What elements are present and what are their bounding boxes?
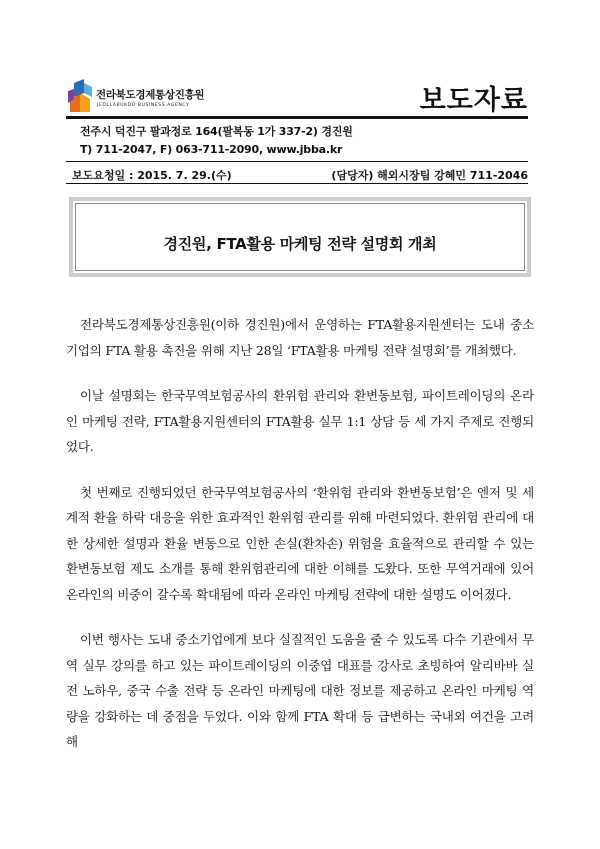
info-divider <box>66 161 528 162</box>
document-type: 보도자료 <box>419 85 528 116</box>
press-body <box>66 312 534 775</box>
info-bottom-rule <box>66 183 528 184</box>
paragraph: 첫 번째로 진행되었던 한국무역보험공사의 ‘환위험 관리와 환변동보험’은 엔저 및 세계적 환율 하락 대응을 위한 효과적인 환위험 관리를 위해 마련되었다. 환위험 관리에 대한 상세한 설명과 환율 변동으로 인한 손실(환차손) 위험을 효율적으로 관리할 수 있는 환변동보험 제도 소개를 통해 환위험관리에 대한 이해를 도왔다. 또한 무역거래에 있어 온라인의 비중이 갈수록 확대됨에 따라 온라인 마케팅 전략에 대한 설명도 이어졌다. <box>66 484 534 602</box>
paragraph: 이번 행사는 도내 중소기업에게 보다 실질적인 도움을 줄 수 있도록 다수 기관에서 무역 실무 강의를 하고 있는 파이트레이딩의 이중엽 대표를 강사로 초빙하여 알리바바 실전 노하우, 중국 수출 전략 등 온라인 마케팅에 대한 정보를 제공하고 온라인 마케팅 역량을 강화하는 데 중점을 두었다. 이와 함께 FTA 확대 등 급변하는 국내외 여건을 고려해 <box>66 632 534 749</box>
org-name-english: JEOLLABUKDO BUSINESS AGENCY <box>97 103 190 108</box>
header-rule <box>66 116 528 119</box>
paragraph: 전라북도경제통상진흥원(이하 경진원)에서 운영하는 FTA활용지원센터는 도내 중소기업의 FTA 활용 촉진을 위해 지난 28일 ‘FTA활용 마케팅 전략 설명회’를 개최했다. <box>66 317 534 358</box>
press-title: 경진원, FTA활용 마케팅 전략 설명회 개최 <box>163 235 437 253</box>
org-name: 전라북도경제통상진흥원 <box>96 89 205 101</box>
address: 전주시 덕진구 팔과정로 164(팔복동 1가 337-2) 경진원 <box>80 125 353 138</box>
logo-mark-icon <box>66 79 94 113</box>
phone-fax-web: T) 711-2047, F) 063-711-2090, www.jbba.kr <box>80 143 343 156</box>
paragraph: 이날 설명회는 한국무역보험공사의 환위험 관리와 환변동보험, 파이트레이딩의 온라인 마케팅 전략, FTA활용지원센터의 FTA활용 실무 1:1 상담 등 세 가지 주제로 진행되었다. <box>66 388 534 454</box>
title-box <box>69 197 531 277</box>
contact: (담당자) 해외시장팀 강혜민 711-2046 <box>331 169 528 182</box>
request-date: 보도요청일 : 2015. 7. 29.(수) <box>72 169 232 182</box>
org-logo <box>66 79 216 115</box>
